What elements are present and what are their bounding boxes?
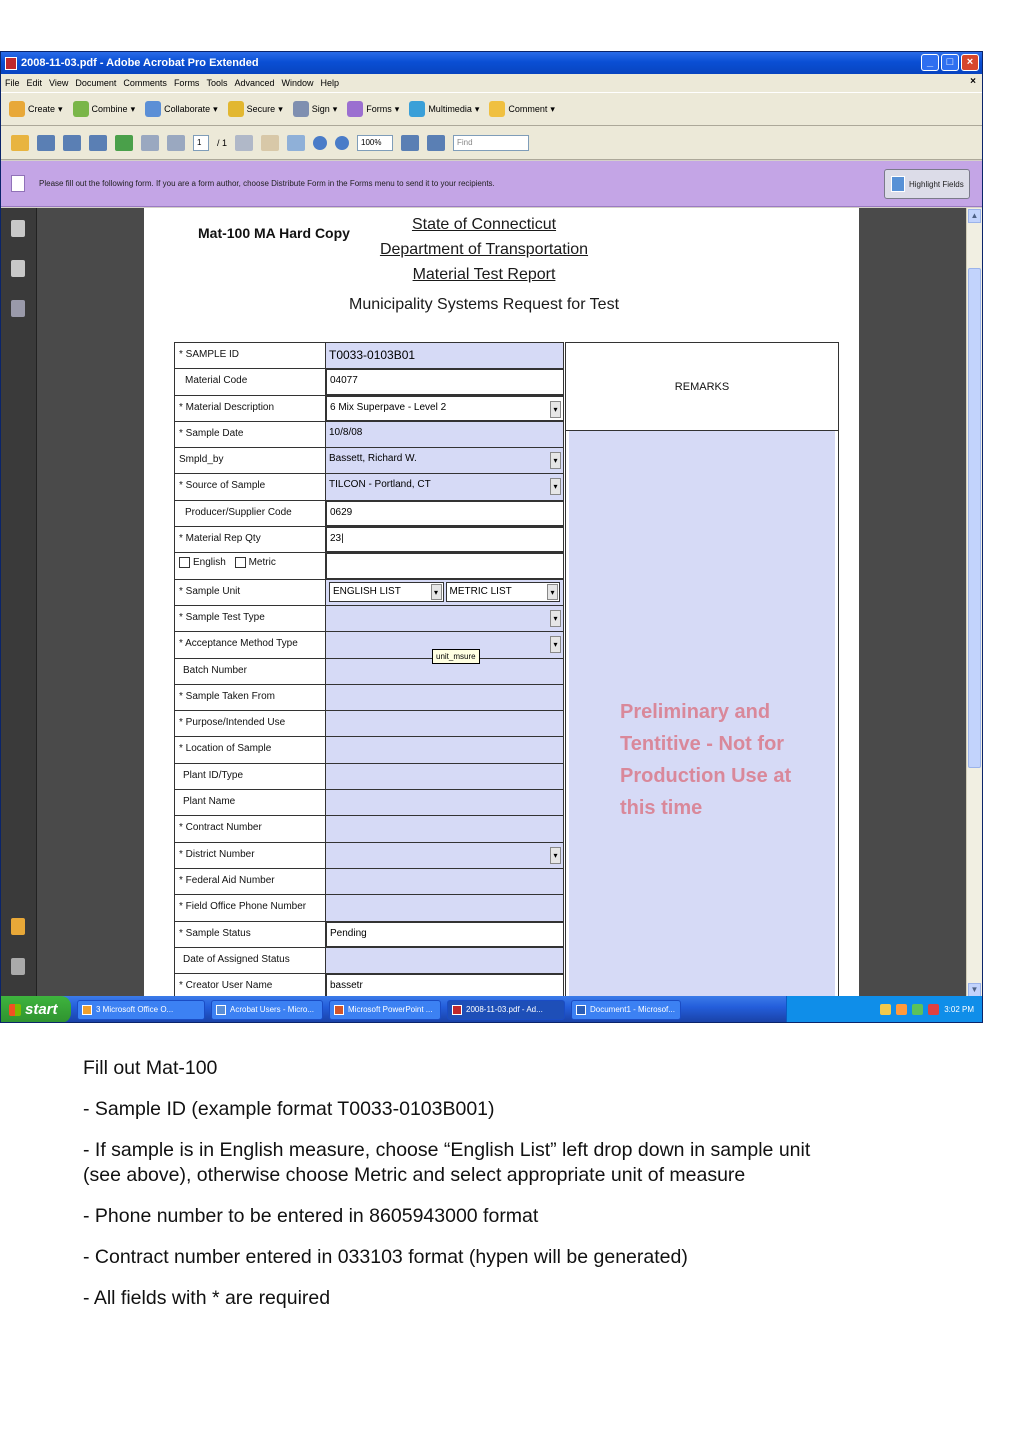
minimize-button[interactable]: _	[921, 54, 939, 71]
field-label: Date of Assigned Status	[174, 948, 326, 973]
select-value: METRIC LIST	[449, 585, 512, 597]
field-label: * Creator User Name	[174, 974, 326, 998]
metric-list-select[interactable]	[446, 582, 561, 602]
find-input[interactable]: Find	[453, 135, 529, 151]
highlight-fields-button[interactable]: Highlight Fields	[884, 169, 970, 199]
navigation-toolbar	[1, 126, 982, 160]
form-row-acceptance-method	[174, 632, 564, 658]
form-icon	[11, 175, 25, 192]
form-row-purpose	[174, 711, 564, 737]
field-label: * Material Rep Qty	[174, 527, 326, 552]
field-label: Material Code	[174, 369, 326, 394]
form-row-taken-from	[174, 685, 564, 711]
menu-view[interactable]: View	[49, 78, 69, 88]
form-row-plant-id	[174, 764, 564, 790]
note-line: - All fields with * are required	[83, 1287, 331, 1309]
ie-icon	[216, 1005, 226, 1015]
field-label: * Sample Taken From	[174, 685, 326, 710]
highlight-icon	[891, 176, 905, 192]
menu-forms[interactable]: Forms	[173, 78, 200, 88]
title-bar[interactable]	[1, 52, 982, 74]
tasks-toolbar	[1, 92, 982, 126]
window-title: 2008-11-03.pdf - Adobe Acrobat Pro Extended	[21, 57, 259, 69]
request-form	[174, 342, 564, 998]
menu-help[interactable]: Help	[320, 78, 340, 88]
form-row-contract-number	[174, 816, 564, 842]
note-line: - Contract number entered in 033103 format (hypen will be generated)	[83, 1246, 688, 1268]
previous-page-icon[interactable]	[141, 135, 159, 151]
form-row-location	[174, 737, 564, 763]
material-description-select[interactable]	[326, 396, 564, 421]
metric-label: Metric	[248, 557, 276, 569]
combine-button[interactable]: Combine ▾	[73, 101, 136, 117]
zoom-level-input[interactable]: 100%	[357, 135, 393, 151]
remarks-panel	[565, 342, 839, 998]
tray-icon[interactable]	[896, 1004, 907, 1015]
scroll-thumb[interactable]	[968, 268, 981, 768]
taskbar-item-active[interactable]: 2008-11-03.pdf - Ad...	[447, 1000, 565, 1020]
email-icon[interactable]	[89, 135, 107, 151]
signatures-icon[interactable]	[11, 300, 25, 317]
pdf-page	[144, 208, 859, 998]
sign-button[interactable]: Sign ▾	[293, 101, 338, 117]
close-doc-icon[interactable]: ×	[970, 76, 976, 87]
comment-button[interactable]: Comment ▾	[489, 101, 555, 117]
english-checkbox[interactable]	[179, 557, 190, 568]
remarks-input[interactable]	[569, 431, 835, 998]
forms-button[interactable]: Forms ▾	[347, 101, 399, 117]
print-icon[interactable]	[37, 135, 55, 151]
taskbar-item[interactable]: Microsoft PowerPoint ...	[329, 1000, 441, 1020]
select-value: 6 Mix Superpave - Level 2	[330, 401, 447, 413]
dropdown-arrow-icon[interactable]: ▾	[547, 584, 558, 600]
note-line: - Phone number to be entered in 8605943000 format	[83, 1205, 539, 1227]
field-label: * Material Description	[174, 396, 326, 421]
tray-icon[interactable]	[912, 1004, 923, 1015]
field-label: * Sample Status	[174, 922, 326, 947]
rep-qty-input[interactable]: 23|	[326, 527, 564, 552]
system-tray	[786, 996, 982, 1023]
zoom-out-icon[interactable]	[313, 136, 327, 150]
tray-icon[interactable]	[880, 1004, 891, 1015]
menu-tools[interactable]: Tools	[206, 78, 228, 88]
menu-advanced[interactable]: Advanced	[234, 78, 275, 88]
field-label: Smpld_by	[174, 448, 326, 473]
field-label: * Sample Date	[174, 422, 326, 447]
purpose-input[interactable]	[326, 711, 564, 736]
navigation-pane	[1, 208, 37, 998]
menu-edit[interactable]: Edit	[26, 78, 43, 88]
note-line: - Sample ID (example format T0033-0103B001)	[83, 1098, 495, 1120]
create-button[interactable]: Create ▾	[9, 101, 63, 117]
scroll-up-icon[interactable]: ▲	[968, 209, 981, 223]
select-tool-icon[interactable]	[235, 135, 253, 151]
comment-icon	[489, 101, 505, 117]
contract-number-input[interactable]	[326, 816, 564, 841]
instruction-notes	[83, 1056, 843, 1327]
field-label: * SAMPLE ID	[174, 343, 326, 368]
field-label: * Acceptance Method Type	[174, 632, 326, 657]
remarks-title: REMARKS	[566, 343, 838, 431]
dropdown-arrow-icon[interactable]: ▾	[550, 847, 561, 864]
next-page-icon[interactable]	[167, 135, 185, 151]
form-message-bar	[1, 161, 982, 207]
dropdown-arrow-icon[interactable]: ▾	[431, 584, 442, 600]
clock: 3:02 PM	[944, 1005, 974, 1014]
form-row-measure-system	[174, 553, 564, 579]
status-date-input[interactable]	[326, 948, 564, 973]
form-row-phone	[174, 895, 564, 921]
pdf-icon	[5, 57, 17, 70]
share-icon[interactable]	[115, 135, 133, 151]
fit-width-icon[interactable]	[427, 135, 445, 151]
hard-copy-title: Mat-100 MA Hard Copy	[198, 225, 350, 241]
combine-icon	[73, 101, 89, 117]
metric-checkbox[interactable]	[235, 557, 246, 568]
form-row-rep-qty	[174, 527, 564, 553]
taskbar-item[interactable]: Acrobat Users - Micro...	[211, 1000, 323, 1020]
taskbar-item[interactable]: 3 Microsoft Office O...	[77, 1000, 205, 1020]
menu-bar	[1, 74, 982, 92]
dropdown-arrow-icon[interactable]: ▾	[550, 401, 561, 418]
field-tooltip: unit_msure	[432, 649, 480, 664]
open-folder-icon[interactable]	[11, 135, 29, 151]
page-number-input[interactable]: 1	[193, 135, 209, 151]
sample-id-input[interactable]: T0033-0103B01	[326, 343, 564, 368]
form-row-sample-unit	[174, 580, 564, 606]
field-label: Producer/Supplier Code	[174, 501, 326, 526]
field-label: * Purpose/Intended Use	[174, 711, 326, 736]
zoom-tool-icon[interactable]	[287, 135, 305, 151]
plant-name-input[interactable]	[326, 790, 564, 815]
english-list-select[interactable]	[329, 582, 444, 602]
pdf-icon	[452, 1005, 462, 1015]
form-row-creator	[174, 974, 564, 998]
collaborate-button[interactable]: Collaborate ▾	[145, 101, 218, 117]
menu-comments[interactable]: Comments	[123, 78, 167, 88]
dropdown-arrow-icon[interactable]: ▾	[550, 478, 561, 495]
start-button[interactable]: start	[1, 996, 71, 1023]
comments-icon[interactable]	[11, 918, 25, 935]
field-label: * Sample Unit	[174, 580, 326, 605]
federal-aid-input[interactable]	[326, 869, 564, 894]
secure-button[interactable]: Secure ▾	[228, 101, 283, 117]
field-label: * Source of Sample	[174, 474, 326, 499]
close-button[interactable]: ×	[961, 54, 979, 71]
location-input[interactable]	[326, 737, 564, 762]
field-label: * Federal Aid Number	[174, 869, 326, 894]
dropdown-arrow-icon[interactable]: ▾	[550, 452, 561, 469]
menu-file[interactable]: File	[5, 78, 20, 88]
phone-input[interactable]	[326, 895, 564, 920]
tray-icon[interactable]	[928, 1004, 939, 1015]
word-icon	[576, 1005, 586, 1015]
powerpoint-icon	[334, 1005, 344, 1015]
field-label: * Contract Number	[174, 816, 326, 841]
menu-window[interactable]: Window	[281, 78, 314, 88]
zoom-in-icon[interactable]	[335, 136, 349, 150]
producer-code-input[interactable]: 0629	[326, 501, 564, 526]
heading-department: Department of Transportation	[379, 241, 589, 258]
field-label: * Sample Test Type	[174, 606, 326, 631]
test-type-select[interactable]	[326, 606, 564, 631]
vertical-scrollbar[interactable]	[966, 208, 982, 998]
form-row-sampled-by	[174, 448, 564, 474]
form-row-sample-date	[174, 422, 564, 448]
english-label: English	[193, 557, 226, 569]
create-icon	[9, 101, 25, 117]
paperclip-icon[interactable]	[11, 958, 25, 975]
field-label: * Field Office Phone Number	[174, 895, 326, 920]
form-message: Please fill out the following form. If you are a form author, choose Distribute Form in the Forms menu to send it to your recipients.	[39, 179, 495, 188]
forms-icon	[347, 101, 363, 117]
heading-state: State of Connecticut	[411, 216, 557, 233]
dropdown-arrow-icon[interactable]: ▾	[550, 610, 561, 627]
source-select[interactable]	[326, 474, 564, 499]
attachments-icon[interactable]	[11, 260, 25, 277]
note-line: Fill out Mat-100	[83, 1057, 218, 1079]
menu-document[interactable]: Document	[75, 78, 117, 88]
plant-id-input[interactable]	[326, 764, 564, 789]
hand-tool-icon[interactable]	[261, 135, 279, 151]
select-value: ENGLISH LIST	[333, 585, 401, 597]
taskbar-item[interactable]: Document1 - Microsof...	[571, 1000, 681, 1020]
form-row-sample-id	[174, 343, 564, 369]
creator-input[interactable]: bassetr	[326, 974, 564, 998]
preliminary-watermark: Preliminary and Tentitive - Not for Production Use at this time	[620, 701, 792, 819]
pages-icon[interactable]	[11, 220, 25, 237]
multimedia-button[interactable]: Multimedia ▾	[409, 101, 479, 117]
form-row-sample-status	[174, 922, 564, 948]
report-heading	[334, 212, 634, 317]
fit-page-icon[interactable]	[401, 135, 419, 151]
form-row-material-description	[174, 396, 564, 422]
form-row-producer-code	[174, 501, 564, 527]
sample-unit-selects	[326, 580, 564, 605]
save-icon[interactable]	[63, 135, 81, 151]
windows-logo-icon	[9, 1004, 21, 1016]
form-row-batch-number	[174, 659, 564, 685]
measure-checkboxes	[174, 553, 326, 578]
page-total: / 1	[217, 137, 228, 148]
measure-blank-field[interactable]	[326, 553, 564, 578]
select-value: TILCON - Portland, CT	[329, 479, 431, 491]
material-code-input[interactable]: 04077	[326, 369, 564, 394]
heading-report: Material Test Report	[412, 266, 556, 283]
windows-taskbar	[1, 996, 982, 1023]
taken-from-input[interactable]	[326, 685, 564, 710]
lock-icon	[228, 101, 244, 117]
sampled-by-select[interactable]	[326, 448, 564, 473]
district-number-select[interactable]	[326, 843, 564, 868]
note-line: - If sample is in English measure, choose “English List” left drop down in sample unit (see above), otherwise choose Metric and select appropriate unit of measure	[83, 1139, 811, 1186]
acrobat-window	[0, 51, 983, 1023]
collaborate-icon	[145, 101, 161, 117]
scroll-down-icon[interactable]: ▼	[968, 983, 981, 997]
field-label: * Location of Sample	[174, 737, 326, 762]
pen-icon	[293, 101, 309, 117]
outlook-icon	[82, 1005, 92, 1015]
maximize-button[interactable]: □	[941, 54, 959, 71]
form-row-district-number	[174, 843, 564, 869]
dropdown-arrow-icon[interactable]: ▾	[550, 636, 561, 653]
form-row-material-code	[174, 369, 564, 395]
form-row-plant-name	[174, 790, 564, 816]
sample-date-input[interactable]: 10/8/08	[326, 422, 564, 447]
select-value: Bassett, Richard W.	[329, 453, 417, 465]
heading-request: Municipality Systems Request for Test	[348, 296, 620, 313]
form-row-status-date	[174, 948, 564, 974]
multimedia-icon	[409, 101, 425, 117]
field-label: Batch Number	[174, 659, 326, 684]
form-row-source	[174, 474, 564, 500]
sample-status-input[interactable]: Pending	[326, 922, 564, 947]
field-label: Plant ID/Type	[174, 764, 326, 789]
field-label: * District Number	[174, 843, 326, 868]
field-label: Plant Name	[174, 790, 326, 815]
form-row-federal-aid	[174, 869, 564, 895]
form-row-test-type	[174, 606, 564, 632]
